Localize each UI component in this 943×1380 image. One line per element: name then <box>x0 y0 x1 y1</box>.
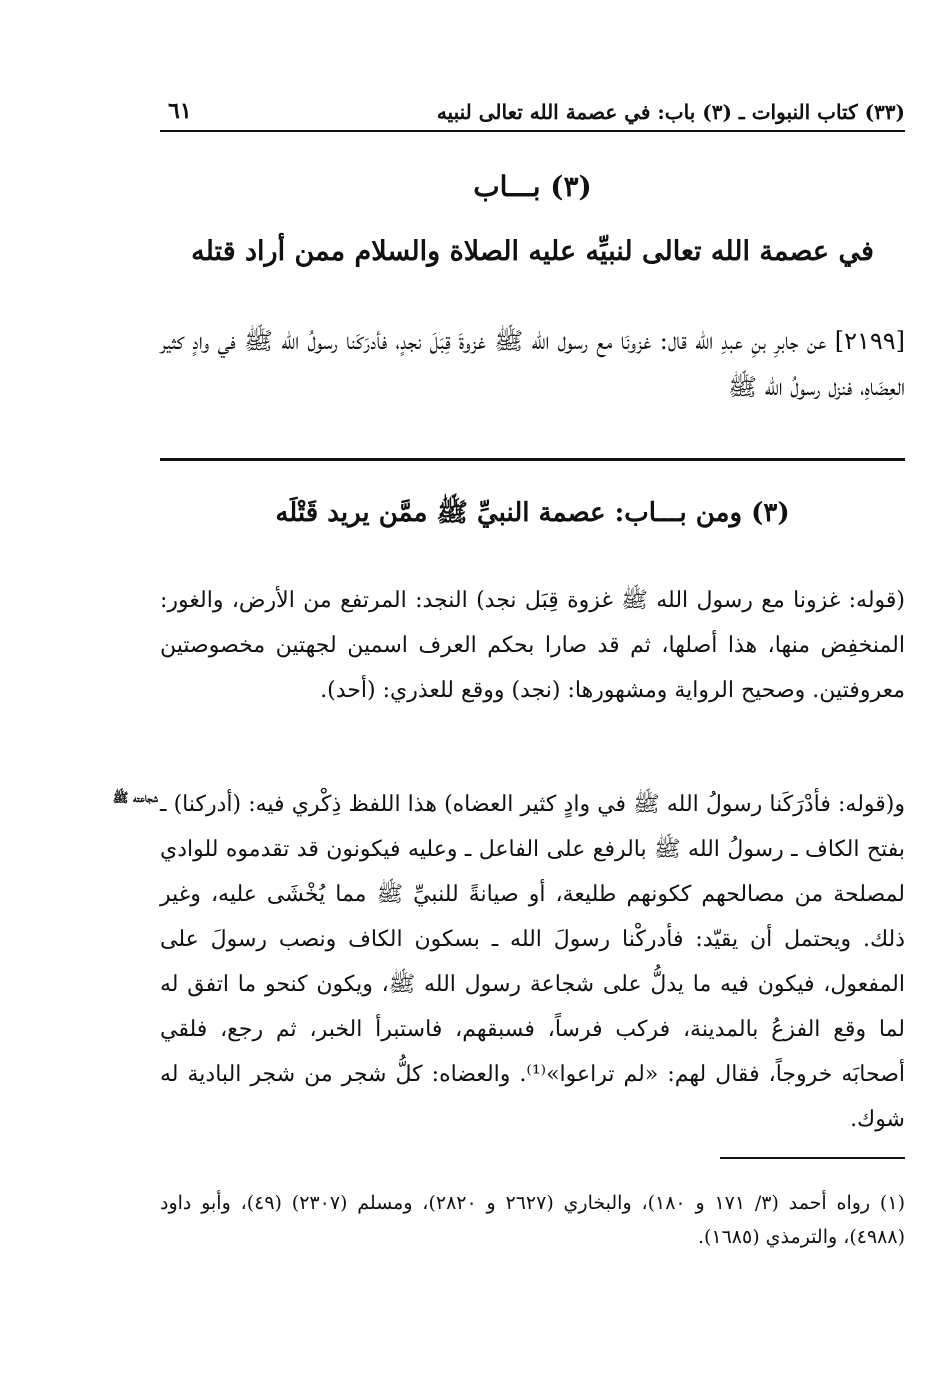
header-rule <box>160 130 905 132</box>
chapter-title: في عصمة الله تعالى لنبيِّه عليه الصلاة والسلام ممن أراد قتله <box>191 236 874 267</box>
commentary-paragraph-1: (قوله: غزونا مع رسول الله ﷺ غزوة قِبَل نجد) النجد: المرتفع من الأرض، والغور: المنخفِض منها، هذا أصلها، ثم قد صارا بحكم العرف اسمين لجهتين مخصوصتين معروفتين. وصحيح الرواية ومشهورها: (نجد) ووقع للعذري: (أحد). <box>160 588 905 703</box>
commentary-paragraph-2: و(قوله: فأدْرَكَنا رسولُ الله ﷺ في وادٍ كثير العضاه) هذا اللفظ ذِكْري فيه: (أدركنا) ـ بفتح الكاف ـ رسولُ الله ﷺ بالرفع على الفاعل ـ وعليه فيكونون قد تقدموه للوادي لمصلحة من مصالحهم ككونهم طليعة، أو صيانةً للنبيِّ ﷺ مما يُخْشَى عليه، وغير ذلك. ويحتمل أن يقيّد: فأدركْنا رسولَ الله ـ بسكون الكاف ونصب رسولَ على المفعول، فيكون فيه ما يدلُّ على شجاعة رسول الله ﷺ، ويكون كنحو ما اتفق له لما وقع الفزعُ بالمدينة، فركب فرساً، فسبقهم، فاستبرأ الخبر، ثم رجع، فلقي أصحابَه خروجاً، فقال لهم: «لم تراعوا»⁽¹⁾. والعضاه: كلُّ شجر من شجر البادية له شوك. <box>160 792 905 1132</box>
page-number: ٦١ <box>168 98 192 124</box>
footnote-rule <box>720 1157 905 1159</box>
chapter-number: (٣) بـــاب <box>473 170 592 203</box>
running-title: (٣٣) كتاب النبوات ـ (٣) باب: في عصمة الله تعالى لنبيه <box>436 100 905 124</box>
running-header <box>160 98 905 130</box>
section-divider <box>160 458 905 461</box>
footnote: (١) رواه أحمد (٣/ ١٧١ و ١٨٠)، والبخاري (٢٦٢٧ و ٢٨٢٠)، ومسلم (٢٣٠٧) (٤٩)، وأبو داود (٤٩٨٨)، والترمذي (١٦٨٥). <box>160 1192 905 1248</box>
hadith-text: [٢١٩٩] عن جابرِ بنِ عبدِ الله قال: غزونَا مع رسول الله ﷺ غزوةَ قِبَلَ نجدٍ، فأدرَكَنا رسولُ الله ﷺ في وادٍ كثير العِضَاهِ، فنزل رسولُ الله ﷺ <box>160 327 905 401</box>
commentary-title: (٣) ومن بـــاب: عصمة النبيِّ ﷺ ممَّن يريد قَتْلَه <box>275 498 790 528</box>
margin-note: شجاعته ﷺ <box>112 791 158 806</box>
